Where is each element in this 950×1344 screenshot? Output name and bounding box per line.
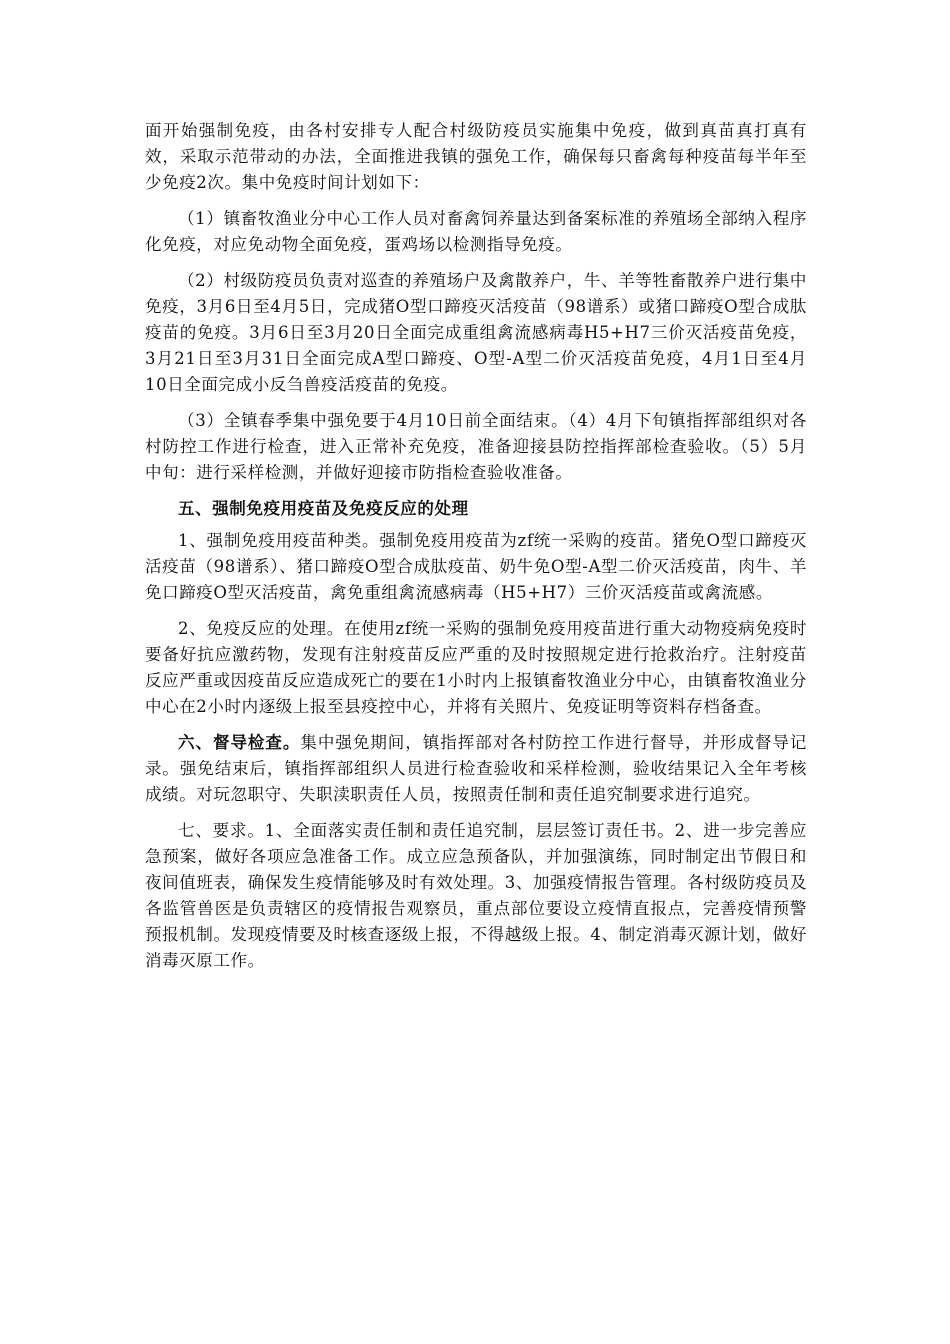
- paragraph-vaccine-types: 1、强制免疫用疫苗种类。强制免疫用疫苗为zf统一采购的疫苗。猪免O型口蹄疫灭活疫苗（98谱系）、猪口蹄疫O型合成肽疫苗、奶牛免O型-A型二价灭活疫苗，肉牛、羊免口蹄疫O型灭活疫苗，禽免重组禽流感病毒（H5+H7）三价灭活疫苗或禽流感。: [145, 531, 807, 602]
- paragraph-requirements: 七、要求。1、全面落实责任制和责任追究制，层层签订责任书。2、进一步完善应急预案，做好各项应急准备工作。成立应急预备队，并加强演练，同时制定出节假日和夜间值班表，确保发生疫情能够及时有效处理。3、加强疫情报告管理。各村级防疫员及各监管兽医是负责辖区的疫情报告观察员，重点部位要设立疫情直报点，完善疫情预警预报机制。发现疫情要及时核查逐级上报，不得越级上报。4、制定消毒灭源计划，做好消毒灭原工作。: [145, 821, 807, 970]
- paragraph-intro: 面开始强制免疫，由各村安排专人配合村级防疫员实施集中免疫，做到真苗真打真有效，采取示范带动的办法，全面推进我镇的强免工作，确保每只畜禽每种疫苗每半年至少免疫2次。集中免疫时间计划如下：: [145, 121, 807, 192]
- supervision-text: 集中强免期间，镇指挥部对各村防控工作进行督导，并形成督导记录。强免结束后，镇指挥部组织人员进行检查验收和采样检测，验收结果记入全年考核成绩。对玩忽职守、失职渎职责任人员，按照责任制和责任追究制要求进行追究。: [145, 733, 808, 804]
- document-body: [145, 118, 807, 984]
- paragraph-immune-reaction: 2、免疫反应的处理。在使用zf统一采购的强制免疫用疫苗进行重大动物疫病免疫时要备好抗应激药物，发现有注射疫苗反应严重的及时按照规定进行抢救治疗。注射疫苗反应严重或因疫苗反应造成死亡的要在1小时内上报镇畜牧渔业分中心，由镇畜牧渔业分中心在2小时内逐级上报至县疫控中心，并将有关照片、免疫证明等资料存档备查。: [145, 619, 807, 716]
- paragraph-item-2: （2）村级防疫员负责对巡查的养殖场户及禽散养户，牛、羊等牲畜散养户进行集中免疫，3月6日至4月5日，完成猪O型口蹄疫灭活疫苗（98谱系）或猪口蹄疫O型合成肽疫苗的免疫。3月6日至3月20日全面完成重组禽流感病毒H5+H7三价灭活疫苗免疫，3月21日至3月31日全面完成A型口蹄疫、O型-A型二价灭活疫苗免疫，4月1日至4月10日全面完成小反刍兽疫活疫苗的免疫。: [145, 271, 807, 394]
- paragraph-supervision: [145, 730, 807, 808]
- paragraph-item-1: （1）镇畜牧渔业分中心工作人员对畜禽饲养量达到备案标准的养殖场全部纳入程序化免疫，对应免动物全面免疫，蛋鸡场以检测指导免疫。: [145, 209, 807, 254]
- section-heading-5: 五、强制免疫用疫苗及免疫反应的处理: [178, 499, 469, 518]
- paragraph-item-3: （3）全镇春季集中强免要于4月10日前全面结束。（4）4月下旬镇指挥部组织对各村防控工作进行检查，进入正常补充免疫，准备迎接县防控指挥部检查验收。（5）5月中旬：进行采样检测，并做好迎接市防指检查验收准备。: [145, 411, 807, 482]
- section-heading-6: 六、督导检查。: [178, 733, 301, 752]
